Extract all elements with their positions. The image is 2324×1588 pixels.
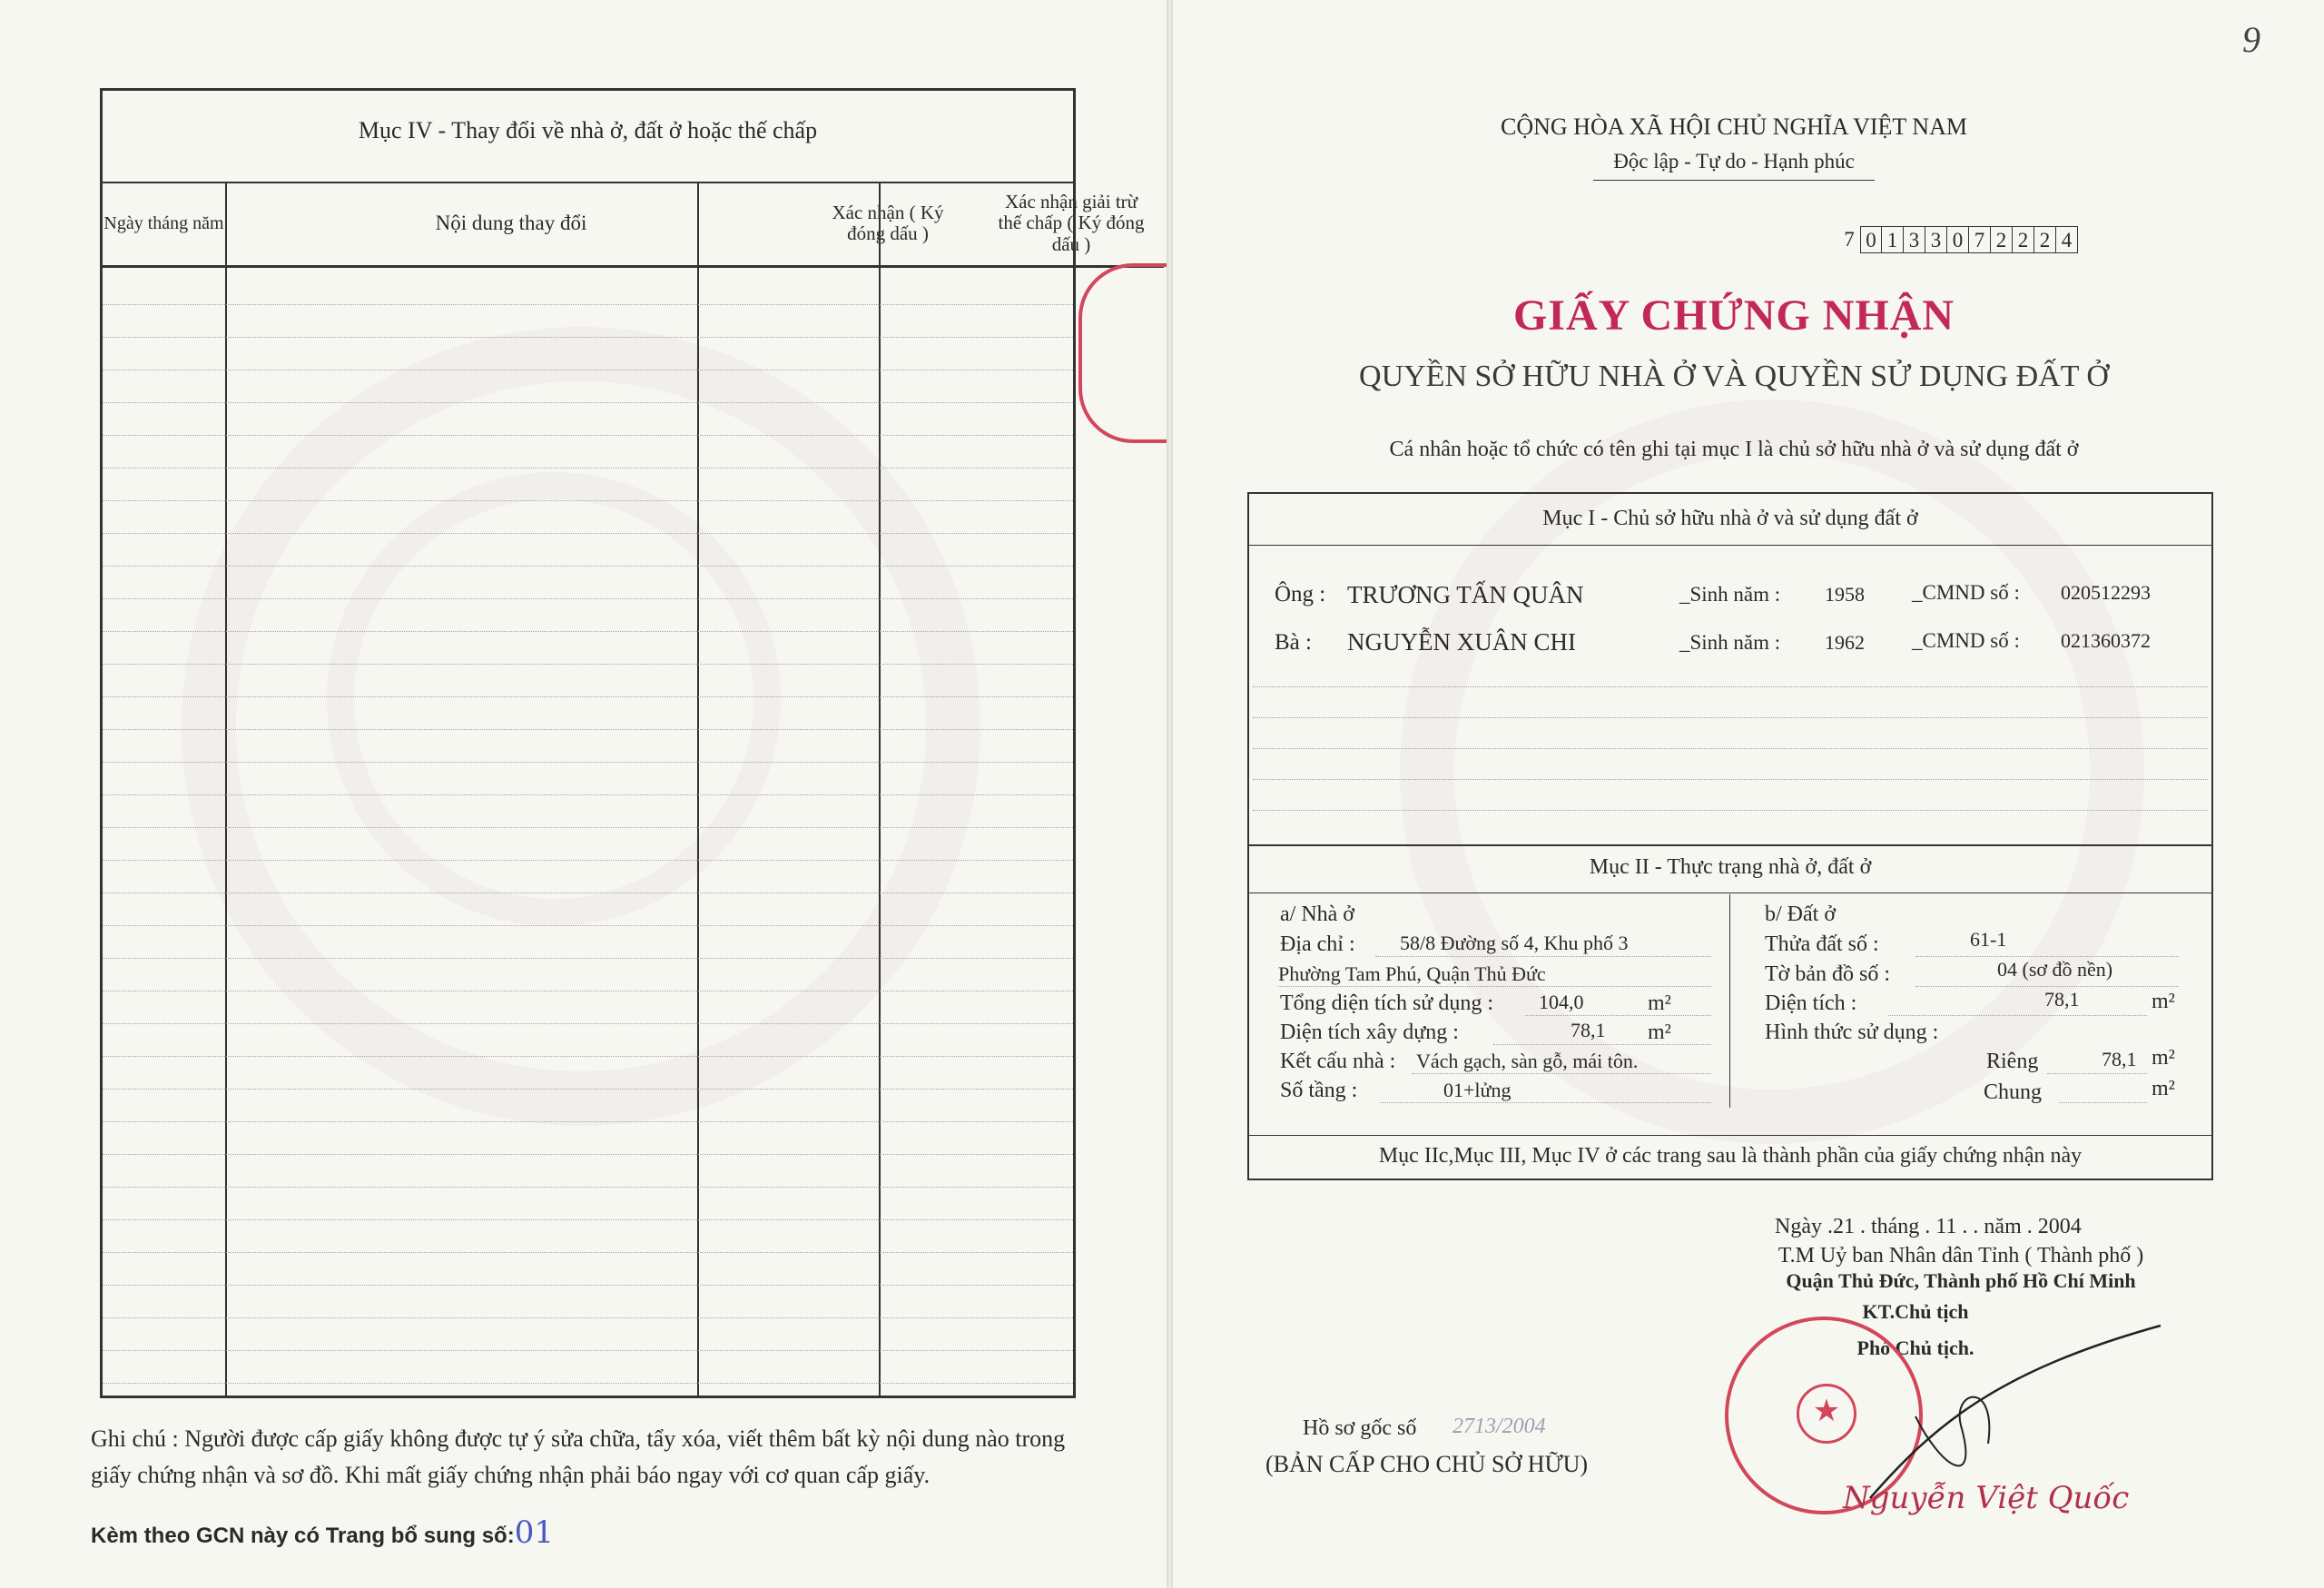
serial-digit: 2: [1991, 226, 2013, 253]
section1-title: Mục I - Chủ sở hữu nhà ở và sử dụng đất ở: [1542, 507, 1918, 530]
section2-title: Mục II - Thực trạng nhà ở, đất ở: [1589, 855, 1872, 879]
owner2-name: NGUYỄN XUÂN CHI: [1347, 628, 1576, 656]
ruled-line: [103, 1252, 1073, 1253]
land-area: 78,1: [2044, 988, 2080, 1011]
house-heading: a/ Nhà ở: [1280, 902, 1354, 926]
ruled-line: [103, 958, 1073, 959]
house-built-area: 78,1: [1571, 1019, 1606, 1041]
ruled-line: [103, 566, 1073, 567]
land-map-label: Tờ bản đồ số :: [1765, 962, 1891, 986]
certificate-title: GIẤY CHỨNG NHẬN: [1512, 291, 1955, 340]
ruled-line: [103, 435, 1073, 436]
land-plot: 61-1: [1970, 928, 2007, 951]
owner2-birth: 1962: [1825, 631, 1865, 654]
dots: [1412, 1073, 1711, 1074]
changes-table-title: Mục IV - Thay đổi về nhà ở, đất ở hoặc thế chấp: [103, 91, 1073, 183]
authority-line2: Quận Thủ Đức, Thành phố Hồ Chí Minh: [1786, 1269, 2136, 1292]
house-floors-label: Số tầng :: [1280, 1079, 1358, 1102]
issue-date: Ngày .21 . tháng . 11 . . năm . 2004: [1775, 1215, 2082, 1238]
star-icon: ★: [1797, 1384, 1856, 1444]
serial-digit: 3: [1925, 226, 1947, 253]
land-shared-unit: m²: [2152, 1077, 2175, 1100]
dots: [1915, 986, 2179, 987]
ruled-line: [103, 402, 1073, 403]
ruled-line: [103, 1023, 1073, 1024]
col-release: Xác nhận giải trừ thế chấp ( Ký đóng dấu ): [979, 182, 1164, 268]
dots: [1380, 1102, 1711, 1103]
supplement-number: 01: [514, 1514, 554, 1551]
ruled-line: [1253, 810, 2208, 811]
ruled-line: [103, 533, 1073, 534]
house-address-dots: [1278, 986, 1711, 987]
motto: Độc lập - Tự do - Hạnh phúc: [1613, 150, 1855, 173]
col-divider: [697, 182, 699, 1396]
ruled-line: [103, 1350, 1073, 1351]
motto-underline: [1593, 180, 1875, 181]
section2-divider: [1729, 894, 1730, 1108]
owner2-id: 021360372: [2061, 629, 2151, 652]
house-built-area-unit: m²: [1648, 1021, 1671, 1044]
ruled-line: [103, 598, 1073, 599]
owner1-prefix: Ông :: [1275, 582, 1326, 607]
copy-note: (BẢN CẤP CHO CHỦ SỞ HỮU): [1265, 1451, 1589, 1477]
nation-header: CỘNG HÒA XÃ HỘI CHỦ NGHĨA VIỆT NAM: [1501, 113, 1967, 140]
land-usage-label: Hình thức sử dụng :: [1765, 1021, 1939, 1044]
house-total-area-label: Tổng diện tích sử dụng :: [1280, 991, 1493, 1015]
owner2-prefix: Bà :: [1275, 630, 1312, 655]
ruled-line: [103, 1089, 1073, 1090]
ruled-line: [103, 860, 1073, 861]
dots: [1888, 1015, 2147, 1016]
ruled-line: [103, 304, 1073, 305]
col-confirm: Xác nhận ( Ký đóng dấu ): [797, 182, 979, 268]
section2-footer: Mục IIc,Mục III, Mục IV ở các trang sau là thành phần của giấy chứng nhận này: [1378, 1144, 2083, 1168]
ruled-line: [103, 664, 1073, 665]
supplement-line: [91, 1514, 554, 1551]
ruled-line: [103, 762, 1073, 763]
ruled-line: [103, 696, 1073, 697]
section1-title-line: [1249, 545, 2211, 546]
book-spine: [1167, 0, 1173, 1588]
owner2-id-label: _CMND số :: [1912, 629, 2020, 652]
serial-digit: 2: [2034, 226, 2056, 253]
house-address-line2: Phường Tam Phú, Quận Thủ Đức: [1278, 962, 1546, 985]
house-address-line1: 58/8 Đường số 4, Khu phố 3: [1400, 932, 1629, 954]
land-area-label: Diện tích :: [1765, 991, 1857, 1015]
owner1-birth: 1958: [1825, 583, 1865, 606]
house-built-area-label: Diện tích xây dựng :: [1280, 1021, 1459, 1044]
owner1-id-label: _CMND số :: [1912, 581, 2020, 604]
house-address-dots: [1375, 956, 1711, 957]
land-private-unit: m²: [2152, 1046, 2175, 1070]
house-address-label: Địa chỉ :: [1280, 932, 1355, 956]
land-shared-label: Chung: [1984, 1080, 2043, 1104]
col-content: Nội dung thay đổi: [225, 182, 797, 268]
dots: [1915, 956, 2179, 957]
ruled-line: [103, 631, 1073, 632]
ruled-line: [103, 1056, 1073, 1057]
ruled-line: [103, 1154, 1073, 1155]
serial-digit: 0: [1947, 226, 1969, 253]
ruled-line: [1253, 717, 2208, 718]
house-total-area: 104,0: [1539, 991, 1584, 1013]
section2-footer-line: [1249, 1135, 2211, 1136]
serial-digit: 3: [1904, 226, 1925, 253]
serial-digit: 1: [1882, 226, 1904, 253]
serial-number: [1838, 226, 2078, 253]
ruled-line: [103, 1317, 1073, 1318]
ruled-line: [103, 1383, 1073, 1384]
corner-mark: 9: [2242, 19, 2260, 60]
owner1-birth-label: _Sinh năm :: [1679, 583, 1781, 606]
land-private-label: Riêng: [1986, 1050, 2039, 1073]
authority-line1: T.M Uỷ ban Nhân dân Tỉnh ( Thành phố ): [1777, 1244, 2144, 1267]
house-floors: 01+lửng: [1443, 1079, 1512, 1101]
certificate-subtitle: QUYỀN SỞ HỮU NHÀ Ở VÀ QUYỀN SỬ DỤNG ĐẤT Ở: [1359, 360, 2109, 393]
house-structure: Vách gạch, sàn gỗ, mái tôn.: [1416, 1050, 1639, 1072]
house-structure-label: Kết cấu nhà :: [1280, 1050, 1396, 1073]
serial-digit: 0: [1860, 226, 1882, 253]
ruled-line: [103, 337, 1073, 338]
intro-text: Cá nhân hoặc tổ chức có tên ghi tại mục I là chủ sở hữu nhà ở và sử dụng đất ở: [1389, 438, 2079, 461]
ruled-line: [103, 925, 1073, 926]
land-map: 04 (sơ đồ nền): [1997, 958, 2113, 981]
land-plot-label: Thửa đất số :: [1765, 932, 1879, 956]
ruled-line: [103, 1187, 1073, 1188]
owner1-name: TRƯƠNG TẤN QUÂN: [1347, 581, 1584, 608]
land-private: 78,1: [2102, 1048, 2137, 1070]
serial-digit: 7: [1969, 226, 1991, 253]
house-total-area-unit: m²: [1648, 991, 1671, 1015]
serial-digit: 2: [2013, 226, 2034, 253]
serial-prefix: 7: [1844, 228, 1855, 251]
dots: [2059, 1102, 2147, 1103]
file-label: Hồ sơ gốc số: [1303, 1416, 1417, 1440]
supplement-label: Kèm theo GCN này có Trang bổ sung số:: [91, 1524, 515, 1548]
land-heading: b/ Đất ở: [1765, 902, 1837, 926]
ruled-line: [103, 729, 1073, 730]
changes-table: [100, 88, 1145, 1398]
ruled-line: [1253, 686, 2208, 687]
ruled-line: [103, 468, 1073, 469]
col-divider: [225, 182, 227, 1396]
dots: [1493, 1044, 1711, 1045]
authority-line4: Phó Chủ tịch.: [1856, 1336, 1974, 1359]
ruled-line: [103, 794, 1073, 795]
note-text: Ghi chú : Người được cấp giấy không được tự ý sửa chữa, tẩy xóa, viết thêm bất kỳ nội dung nào trong giấy chứng nhận và sơ đồ. Khi mất giấy chứng nhận phải báo ngay với cơ quan cấp giấy.: [91, 1425, 1066, 1488]
ruled-line: [103, 500, 1073, 501]
ruled-line: [1253, 779, 2208, 780]
dots: [2047, 1073, 2147, 1074]
ruled-line: [103, 1121, 1073, 1122]
ruled-line: [103, 827, 1073, 828]
ruled-line: [103, 1219, 1073, 1220]
owner1-id: 020512293: [2061, 581, 2151, 604]
col-date: Ngày tháng năm: [103, 182, 225, 268]
ruled-line: [1253, 748, 2208, 749]
serial-digit: 4: [2056, 226, 2078, 253]
ruled-line: [103, 1285, 1073, 1286]
file-value: 2713/2004: [1452, 1415, 1546, 1438]
signer-name: Nguyễn Việt Quốc: [1843, 1480, 2130, 1516]
owner2-birth-label: _Sinh năm :: [1679, 631, 1781, 654]
col-divider: [879, 182, 881, 1396]
dots: [1525, 1015, 1711, 1016]
land-area-unit: m²: [2152, 990, 2175, 1013]
authority-line3: KT.Chủ tịch: [1862, 1300, 1969, 1323]
